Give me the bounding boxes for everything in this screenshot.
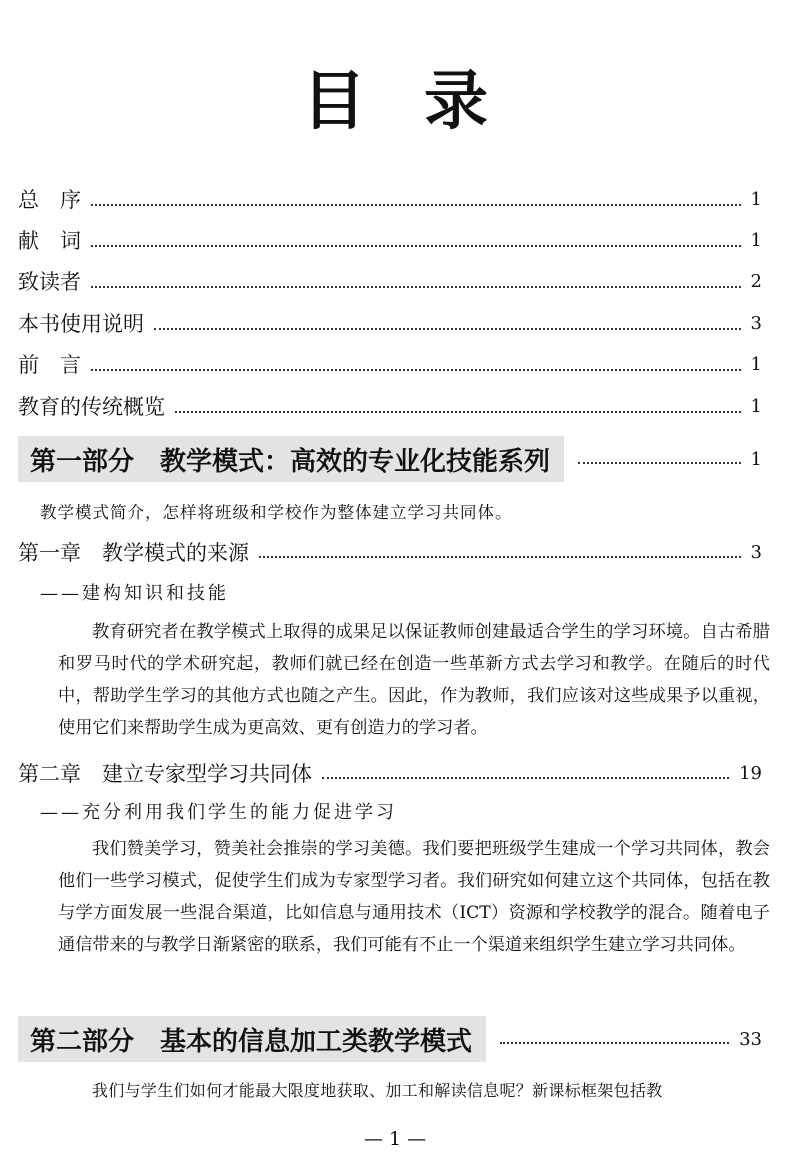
toc-entry-page: 1 xyxy=(750,230,762,251)
toc-entry[interactable] xyxy=(18,264,762,300)
toc-entry-label: 致读者 xyxy=(18,270,81,294)
chapter-page: 19 xyxy=(739,762,762,784)
toc-entry-label: 总 序 xyxy=(18,188,81,212)
toc-entry[interactable] xyxy=(18,182,762,218)
part-label: 第一部分 教学模式：高效的专业化技能系列 xyxy=(18,436,564,482)
part-intro: 我们与学生们如何才能最大限度地获取、加工和解读信息呢？新课标框架包括教 xyxy=(92,1081,663,1100)
leader-dots xyxy=(91,204,741,206)
leader-dots xyxy=(175,411,741,413)
toc-entry-page: 3 xyxy=(750,313,762,334)
leader-dots xyxy=(154,328,741,330)
part-intro: 教学模式简介，怎样将班级和学校作为整体建立学习共同体。 xyxy=(40,503,513,522)
part-heading[interactable] xyxy=(18,1016,762,1062)
chapter-heading[interactable] xyxy=(18,535,762,569)
leader-dots xyxy=(500,1042,729,1044)
part-heading[interactable] xyxy=(18,436,762,482)
toc-entry-label: 本书使用说明 xyxy=(18,312,144,336)
toc-entry-label: 前 言 xyxy=(18,353,81,377)
chapter-subtitle: ——充分利用我们学生的能力促进学习 xyxy=(40,802,397,823)
toc-entry-page: 1 xyxy=(750,189,762,210)
leader-dots xyxy=(91,245,741,247)
toc-entry[interactable] xyxy=(18,347,762,383)
chapter-summary xyxy=(58,833,770,961)
leader-dots xyxy=(259,556,741,558)
toc-entry-label: 献 词 xyxy=(18,229,81,253)
toc-entry-label: 教育的传统概览 xyxy=(18,395,165,419)
page-number: — 1 — xyxy=(363,1128,427,1150)
toc-entry-page: 1 xyxy=(750,396,762,417)
chapter-subtitle: ——建构知识和技能 xyxy=(40,583,229,604)
chapter-page: 3 xyxy=(750,541,762,563)
leader-dots xyxy=(578,462,741,464)
toc-entry-page: 2 xyxy=(750,271,762,292)
part-page: 33 xyxy=(739,1028,762,1050)
page-title: 目录 xyxy=(302,65,546,139)
chapter-label: 第二章 建立专家型学习共同体 xyxy=(18,762,312,786)
summary-text: 我们赞美学习，赞美社会推崇的学习美德。我们要把班级学生建成一个学习共同体，教会他们一些学习模式，促使学生们成为专家型学习者。我们研究如何建立这个共同体，包括在教与学方面发展一些混合渠道，比如信息与通用技术（ICT）资源和学校教学的混合。随着电子通信带来的与教学日渐紧密的联系，我们可能有不止一个渠道来组织学生建立学习共同体。 xyxy=(58,839,770,955)
summary-text: 教育研究者在教学模式上取得的成果足以保证教师创建最适合学生的学习环境。自古希腊和罗马时代的学术研究起，教师们就已经在创造一些革新方式去学习和教学。在随后的时代中，帮助学生学习的其他方式也随之产生。因此，作为教师，我们应该对这些成果予以重视，使用它们来帮助学生成为更高效、更有创造力的学习者。 xyxy=(58,622,770,738)
toc-entry[interactable] xyxy=(18,306,762,342)
leader-dots xyxy=(91,369,741,371)
chapter-heading[interactable] xyxy=(18,756,762,790)
chapter-label: 第一章 教学模式的来源 xyxy=(18,541,249,565)
leader-dots xyxy=(91,286,741,288)
leader-dots xyxy=(322,777,729,779)
part-label: 第二部分 基本的信息加工类教学模式 xyxy=(18,1016,486,1062)
chapter-summary xyxy=(58,616,770,744)
toc-entry[interactable] xyxy=(18,389,762,425)
toc-entry-page: 1 xyxy=(750,354,762,375)
toc-entry[interactable] xyxy=(18,223,762,259)
part-page: 1 xyxy=(750,448,762,470)
